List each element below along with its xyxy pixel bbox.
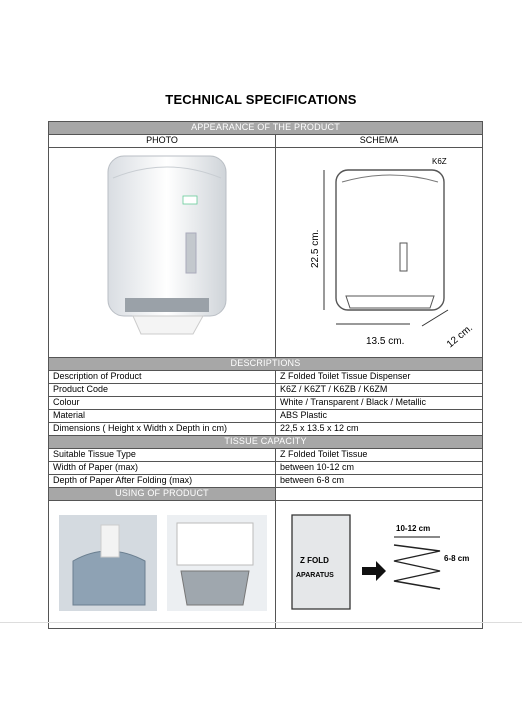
apparatus-label: Z FOLD (300, 555, 329, 565)
page-divider (0, 622, 522, 623)
spec-table (48, 121, 483, 629)
schema-model: K6Z (432, 157, 447, 166)
usage-diagram (280, 501, 483, 625)
table-row: Suitable Tissue Type Z Folded Toilet Tissue (49, 448, 483, 461)
schema-depth: 12 cm. (444, 322, 475, 351)
apparatus-sub: APARATUS (296, 571, 334, 579)
table-row: Colour White / Transparent / Black / Metallic (49, 396, 483, 409)
table-row: Dimensions ( Height x Width x Depth in cm) 22,5 x 13.5 x 12 cm (49, 422, 483, 435)
descriptions-header: DESCRIPTIONS (49, 357, 483, 370)
usage-photos-cell (49, 500, 276, 629)
tissue-header: TISSUE CAPACITY (49, 435, 483, 448)
page-title: TECHNICAL SPECIFICATIONS (165, 92, 357, 107)
product-photo (53, 148, 276, 353)
table-row: Width of Paper (max) between 10-12 cm (49, 461, 483, 474)
photo-label: PHOTO (49, 135, 276, 148)
fold-width: 10-12 cm (396, 523, 431, 533)
schema-height: 22.5 cm. (310, 229, 321, 268)
table-row: Material ABS Plastic (49, 409, 483, 422)
arrow-right-icon (362, 561, 386, 581)
product-photo-cell (49, 148, 276, 358)
appearance-header: APPEARANCE OF THE PRODUCT (49, 122, 483, 135)
table-row: Description of Product Z Folded Toilet Tissue Dispenser (49, 370, 483, 383)
usage-header: USING OF PRODUCT (49, 487, 276, 500)
usage-diagram-cell (276, 500, 483, 629)
schema-label: SCHEMA (276, 135, 483, 148)
spec-sheet (48, 121, 482, 629)
fold-depth: 6-8 cm (444, 553, 470, 563)
table-row: Depth of Paper After Folding (max) between 6-8 cm (49, 474, 483, 487)
schema-drawing-cell (276, 148, 483, 358)
schema-drawing (280, 148, 483, 353)
usage-photos (53, 501, 276, 625)
schema-width: 13.5 cm. (366, 336, 405, 347)
table-row: Product Code K6Z / K6ZT / K6ZB / K6ZM (49, 383, 483, 396)
